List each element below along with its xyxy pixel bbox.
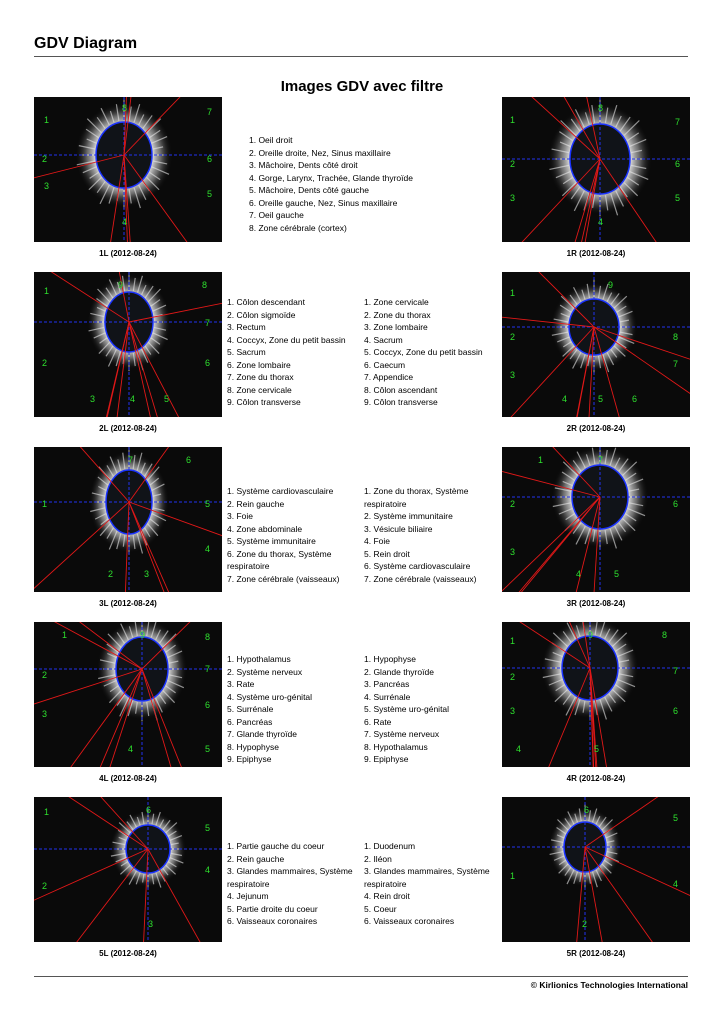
gdv-svg-5l	[34, 797, 222, 942]
gdv-svg-1l	[34, 97, 222, 242]
gdv-image-4l	[34, 622, 222, 767]
page-title: GDV Diagram	[34, 35, 138, 52]
legend-list-2r	[364, 296, 504, 409]
sector-label: 3	[510, 193, 516, 203]
sector-label: 2	[510, 159, 516, 169]
legend-item: 8. Zone cérébrale (cortex)	[249, 222, 347, 233]
legend-item: 8. Côlon ascendant	[364, 384, 438, 395]
gdv-svg-5r	[502, 797, 690, 942]
legend-item: 3. Foie	[227, 511, 253, 521]
legend-item: 7. Oeil gauche	[249, 210, 304, 220]
sector-label: 9	[118, 280, 124, 290]
legend-item: 7. Glande thyroïde	[227, 729, 297, 739]
sector-label: 8	[202, 280, 208, 290]
legend-item: 5. Rein droit	[364, 548, 410, 559]
gdv-caption-2r: 2R (2012-08-24)	[566, 424, 626, 433]
legend-item: 7. Zone cérébrale (vaisseaux)	[364, 573, 477, 584]
legend-item: 3. Pancréas	[364, 679, 410, 689]
gdv-svg-4r	[502, 622, 690, 767]
sector-label: 6	[186, 455, 192, 465]
legend-item: 2. Rein gauche	[227, 498, 285, 509]
section-subtitle: Images GDV avec filtre	[280, 78, 444, 95]
legend-item: 6. Rate	[364, 716, 392, 727]
sector-label: 6	[675, 159, 681, 169]
legend-item: 7. Système nerveux	[364, 729, 440, 739]
legend-item: 7. Zone du thorax	[227, 372, 294, 382]
legend-item: 2. Système nerveux	[227, 666, 303, 677]
sector-label: 6	[584, 805, 590, 815]
sector-label: 5	[164, 394, 170, 404]
gdv-caption-2l: 2L (2012-08-24)	[99, 424, 157, 433]
legend-item: 5. Système immunitaire	[227, 536, 316, 546]
sector-label: 1	[510, 636, 516, 646]
legend-item: 2. Oreille droite, Nez, Sinus maxillaire	[249, 147, 391, 158]
legend-item: 6. Zone du thorax, Système respiratoire	[227, 548, 332, 571]
sector-label: 4	[205, 544, 211, 554]
legend-item: 5. Coeur	[364, 903, 397, 914]
legend-item: 1. Côlon descendant	[227, 297, 305, 307]
sector-label: 6	[146, 805, 152, 815]
legend-item: 2. Rein gauche	[227, 853, 285, 864]
sector-label: 7	[205, 318, 211, 328]
sector-label: 2	[582, 919, 588, 929]
sector-label: 4	[576, 569, 582, 579]
gdv-caption-3r: 3R (2012-08-24)	[566, 599, 626, 608]
sector-label: 5	[614, 569, 620, 579]
sector-label: 6	[205, 700, 211, 710]
legend-item: 8. Hypophyse	[227, 741, 279, 752]
legend-item: 9. Côlon transverse	[227, 397, 301, 407]
legend-item: 2. Zone du thorax	[364, 309, 431, 320]
sector-label: 1	[62, 630, 68, 640]
legend-item: 1. Partie gauche du coeur	[227, 841, 325, 851]
legend-item: 4. Jejunum	[227, 891, 269, 901]
sector-label: 2	[510, 332, 516, 342]
legend-list-4r	[364, 653, 504, 766]
legend-list-5l	[227, 840, 367, 928]
gdv-caption-4r: 4R (2012-08-24)	[566, 774, 626, 783]
sector-label: 3	[42, 709, 48, 719]
page-header	[34, 34, 688, 57]
legend-item: 1. Hypothalamus	[227, 654, 291, 664]
sector-label: 1	[44, 286, 50, 296]
gdv-caption-5r: 5R (2012-08-24)	[566, 949, 626, 958]
legend-item: 9. Epiphyse	[227, 754, 272, 764]
gdv-image-4r	[502, 622, 690, 767]
legend-item: 2. Iléon	[364, 853, 392, 864]
sector-label: 6	[207, 154, 213, 164]
sector-label: 1	[42, 499, 48, 509]
legend-item: 4. Surrénale	[364, 691, 411, 702]
sector-label: 8	[673, 332, 679, 342]
legend-item: 7. Zone cérébrale (vaisseaux)	[227, 573, 340, 584]
sector-label: 5	[598, 394, 604, 404]
legend-item: 5. Partie droite du coeur	[227, 903, 318, 914]
sector-label: 6	[632, 394, 638, 404]
sector-label: 3	[90, 394, 96, 404]
gdv-svg-3r	[502, 447, 690, 592]
sector-label: 3	[510, 547, 516, 557]
legend-item: 2. Système immunitaire	[364, 511, 453, 521]
sector-label: 5	[207, 189, 213, 199]
copyright-text: © Kirlionics Technologies International	[530, 980, 688, 990]
gdv-caption-1l: 1L (2012-08-24)	[99, 249, 157, 258]
sector-label: 1	[44, 807, 50, 817]
sector-label: 7	[675, 117, 681, 127]
gdv-caption-5l: 5L (2012-08-24)	[99, 949, 157, 958]
sector-label: 5	[673, 813, 679, 823]
legend-item: 6. Vaisseaux coronaires	[227, 916, 318, 926]
gdv-image-2l	[34, 272, 222, 417]
gdv-caption-1r: 1R (2012-08-24)	[566, 249, 626, 258]
sector-label: 3	[510, 370, 516, 380]
sector-label: 7	[207, 107, 213, 117]
sector-label: 5	[205, 823, 211, 833]
sector-label: 8	[205, 632, 211, 642]
legend-item: 4. Zone abdominale	[227, 523, 303, 534]
legend-list-4l	[227, 653, 367, 766]
gdv-image-1r	[502, 97, 690, 242]
legend-item: 3. Vésicule biliaire	[364, 523, 433, 534]
sector-label: 2	[510, 499, 516, 509]
legend-item: 3. Glandes mammaires, Système respiratoire	[227, 866, 353, 889]
sector-label: 5	[675, 193, 681, 203]
legend-list-5r	[364, 840, 504, 928]
sector-label: 7	[598, 455, 604, 465]
legend-item: 4. Coccyx, Zone du petit bassin	[227, 334, 346, 345]
gdv-caption-4l: 4L (2012-08-24)	[99, 774, 157, 783]
sector-label: 9	[588, 630, 594, 640]
sector-label: 7	[205, 664, 211, 674]
gdv-image-3r	[502, 447, 690, 592]
legend-item: 7. Appendice	[364, 372, 414, 382]
legend-item: 3. Rectum	[227, 322, 266, 332]
sector-label: 3	[144, 569, 150, 579]
legend-item: 6. Oreille gauche, Nez, Sinus maxillaire	[249, 197, 398, 208]
legend-item: 6. Pancréas	[227, 716, 273, 727]
legend-item: 4. Système uro-génital	[227, 691, 313, 702]
legend-item: 5. Mâchoire, Dents côté gauche	[249, 185, 370, 195]
legend-item: 6. Caecum	[364, 359, 406, 370]
sector-label: 4	[562, 394, 568, 404]
gdv-image-5r	[502, 797, 690, 942]
legend-list-2l	[227, 296, 367, 409]
legend-item: 1. Duodenum	[364, 841, 416, 851]
sector-label: 2	[42, 670, 48, 680]
gdv-svg-2r	[502, 272, 690, 417]
sector-label: 4	[130, 394, 136, 404]
sector-label: 9	[608, 280, 614, 290]
legend-item: 1. Hypophyse	[364, 654, 416, 664]
sector-label: 1	[510, 871, 516, 881]
gdv-image-5l	[34, 797, 222, 942]
legend-item: 2. Glande thyroïde	[364, 666, 434, 677]
legend-list-3r	[364, 485, 504, 585]
sector-label: 3	[510, 706, 516, 716]
legend-list-3l	[227, 485, 367, 585]
legend-item: 5. Système uro-génital	[364, 704, 450, 714]
legend-item: 1. Zone du thorax, Système respiratoire	[364, 486, 469, 509]
sector-label: 5	[594, 744, 600, 754]
legend-item: 9. Côlon transverse	[364, 397, 438, 407]
sector-label: 2	[510, 672, 516, 682]
legend-item: 3. Mâchoire, Dents côté droit	[249, 160, 358, 170]
legend-item: 3. Zone lombaire	[364, 322, 428, 332]
gdv-image-2r	[502, 272, 690, 417]
sector-label: 5	[205, 499, 211, 509]
sector-label: 2	[108, 569, 114, 579]
legend-item: 5. Coccyx, Zone du petit bassin	[364, 347, 483, 357]
legend-item: 1. Oeil droit	[249, 135, 293, 145]
legend-item: 8. Hypothalamus	[364, 741, 428, 752]
legend-item: 4. Foie	[364, 536, 390, 546]
gdv-svg-4l	[34, 622, 222, 767]
sector-label: 1	[538, 455, 544, 465]
gdv-svg-3l	[34, 447, 222, 592]
sector-label: 8	[598, 103, 604, 113]
gdv-svg-1r	[502, 97, 690, 242]
sector-label: 3	[148, 919, 154, 929]
gdv-caption-3l: 3L (2012-08-24)	[99, 599, 157, 608]
sector-label: 2	[42, 358, 48, 368]
sector-label: 1	[510, 115, 516, 125]
legend-item: 4. Gorge, Larynx, Trachée, Glande thyroïde	[249, 172, 413, 183]
sector-label: 4	[516, 744, 522, 754]
sector-label: 1	[44, 115, 50, 125]
sector-label: 1	[510, 288, 516, 298]
sector-label: 4	[122, 217, 128, 227]
sector-label: 7	[128, 455, 134, 465]
sector-label: 4	[128, 744, 134, 754]
legend-list-1l	[249, 134, 459, 234]
legend-item: 1. Zone cervicale	[364, 297, 429, 307]
sector-label: 8	[662, 630, 668, 640]
legend-item: 6. Vaisseaux coronaires	[364, 916, 455, 926]
legend-item: 4. Rein droit	[364, 891, 410, 901]
legend-item: 8. Zone cervicale	[227, 384, 292, 395]
legend-item: 3. Glandes mammaires, Système respiratoire	[364, 866, 490, 889]
legend-item: 5. Surrénale	[227, 704, 274, 714]
page-footer	[34, 976, 688, 990]
legend-item: 4. Sacrum	[364, 334, 403, 345]
sector-label: 7	[673, 359, 679, 369]
sector-label: 3	[44, 181, 50, 191]
sector-label: 4	[205, 865, 211, 875]
legend-item: 6. Zone lombaire	[227, 359, 291, 370]
sector-label: 6	[673, 499, 679, 509]
sector-label: 4	[598, 217, 604, 227]
sector-label: 5	[205, 744, 211, 754]
sector-label: 6	[205, 358, 211, 368]
sector-label: 6	[673, 706, 679, 716]
legend-item: 2. Côlon sigmoïde	[227, 309, 296, 320]
sector-label: 7	[673, 666, 679, 676]
sector-label: 8	[122, 103, 128, 113]
gdv-svg-2l	[34, 272, 222, 417]
sector-label: 4	[673, 879, 679, 889]
legend-item: 6. Système cardiovasculaire	[364, 561, 471, 571]
legend-item: 5. Sacrum	[227, 347, 266, 357]
sector-label: 9	[140, 630, 146, 640]
sector-label: 2	[42, 154, 48, 164]
gdv-image-1l	[34, 97, 222, 242]
gdv-image-3l	[34, 447, 222, 592]
sector-label: 2	[42, 881, 48, 891]
legend-item: 9. Epiphyse	[364, 754, 409, 764]
legend-item: 3. Rate	[227, 679, 255, 689]
legend-item: 1. Système cardiovasculaire	[227, 486, 334, 496]
